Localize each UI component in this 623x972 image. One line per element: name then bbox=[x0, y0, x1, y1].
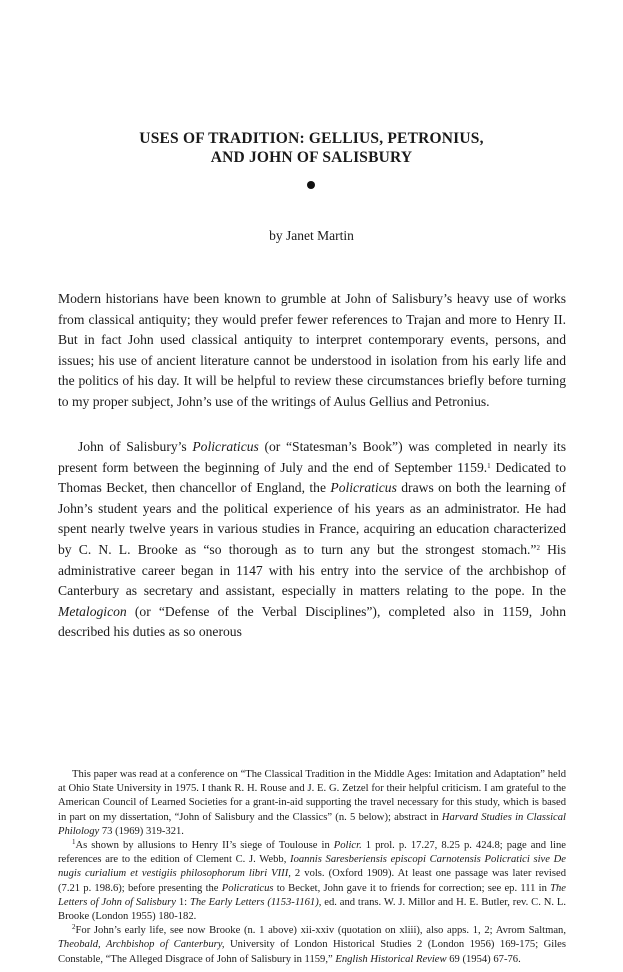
footnote-2: $^2$For John’s early life, see now Brooke (n. 1 above) xii-xxiv (quotation on xliii), also apps. 1, 2; Avrom Saltman, Theobald, Archbishop of Canterbury, University of London Historical Studies 2 (London 1956) 169-175; Giles Constable, “The Alleged Disgrace of John of Salisbury in 1159,” English Historical Review 69 (1954) 67-76. bbox=[58, 923, 566, 965]
paragraph-2: John of Salisbury’s Policraticus (or “Statesman’s Book”) was completed in nearly its present form between the beginning of July and the end of September 1159.$^1$ Dedicated to Thomas Becket, then chancellor of England, the Policraticus draws on both the learning of John’s student years and the political experience of his years as an administrator. He had spent nearly twelve years in various studies in France, acquiring an education characterized by C. N. L. Brooke as “so thorough as to turn any but the strongest stomach.”$^2$ His administrative career began in 1147 with his entry into the service of the archbishop of Canterbury as secretary and assistant, especially in matters relating to the pope. In the Metalogicon (or “Defense of the Verbal Disciplines”), completed also in 1159, John described his duties as so onerous bbox=[58, 439, 567, 640]
article-title-line-2: AND JOHN OF SALISBURY bbox=[210, 149, 413, 166]
footnote-ref-1: 1 bbox=[487, 461, 491, 470]
footnotes bbox=[58, 768, 566, 967]
article-title-line-1: USES OF TRADITION: GELLIUS, PETRONIUS, bbox=[139, 130, 484, 147]
footnote-unnumbered: This paper was read at a conference on “The Classical Tradition in the Middle Ages: Imitation and Adaptation” held at Ohio State University in 1975. I thank R. H. Rouse and J. E. G. Zetzel for their helpful criticism. I am grateful to the American Council of Learned Societies for a grant-in-aid supporting the travel necessary for this study, which is based in part on my dissertation, “John of Salisbury and the Classics” (n. 5 below); abstract in Harvard Studies in Classical Philology 73 (1969) 319-321. bbox=[58, 769, 566, 837]
footnote-1: $^1$As shown by allusions to Henry II’s siege of Toulouse in Policr. 1 prol. p. 17.27, 8.25 p. 424.8; page and line references are to the edition of Clement C. J. Webb, Ioannis Saresberiensis episcopi Carnotensis Policratici sive De nugis curialium et vestigiis philosophorum libri VIII, 2 vols. (Oxford 1909). At least one passage was later revised (7.21 p. 198.6); before presenting the Policraticus to Becket, John gave it to friends for correction; see ep. 111 in The Letters of John of Salisbury 1: The Early Letters (1153-1161), ed. and trans. W. J. Millor and H. E. Butler, rev. C. N. L. Brooke (London 1955) 180-182. bbox=[58, 838, 567, 923]
bullet-ornament-icon bbox=[307, 181, 315, 189]
paragraph-1: Modern historians have been known to grumble at John of Salisbury’s heavy use of works from classical antiquity; they would prefer fewer references to Trajan and more to Henry II. But in fact John used classical antiquity to interpret contemporary events, persons, and issues; his use of ancient literature cannot be understood in isolation from his early life and the politics of his day. It will be helpful to review these circumstances briefly before turning to my proper subject, John’s use of the writings of Aulus Gellius and Petronius. bbox=[58, 291, 566, 409]
footnote-ref-2: 2 bbox=[536, 543, 540, 552]
author-byline: by Janet Martin bbox=[269, 228, 354, 243]
